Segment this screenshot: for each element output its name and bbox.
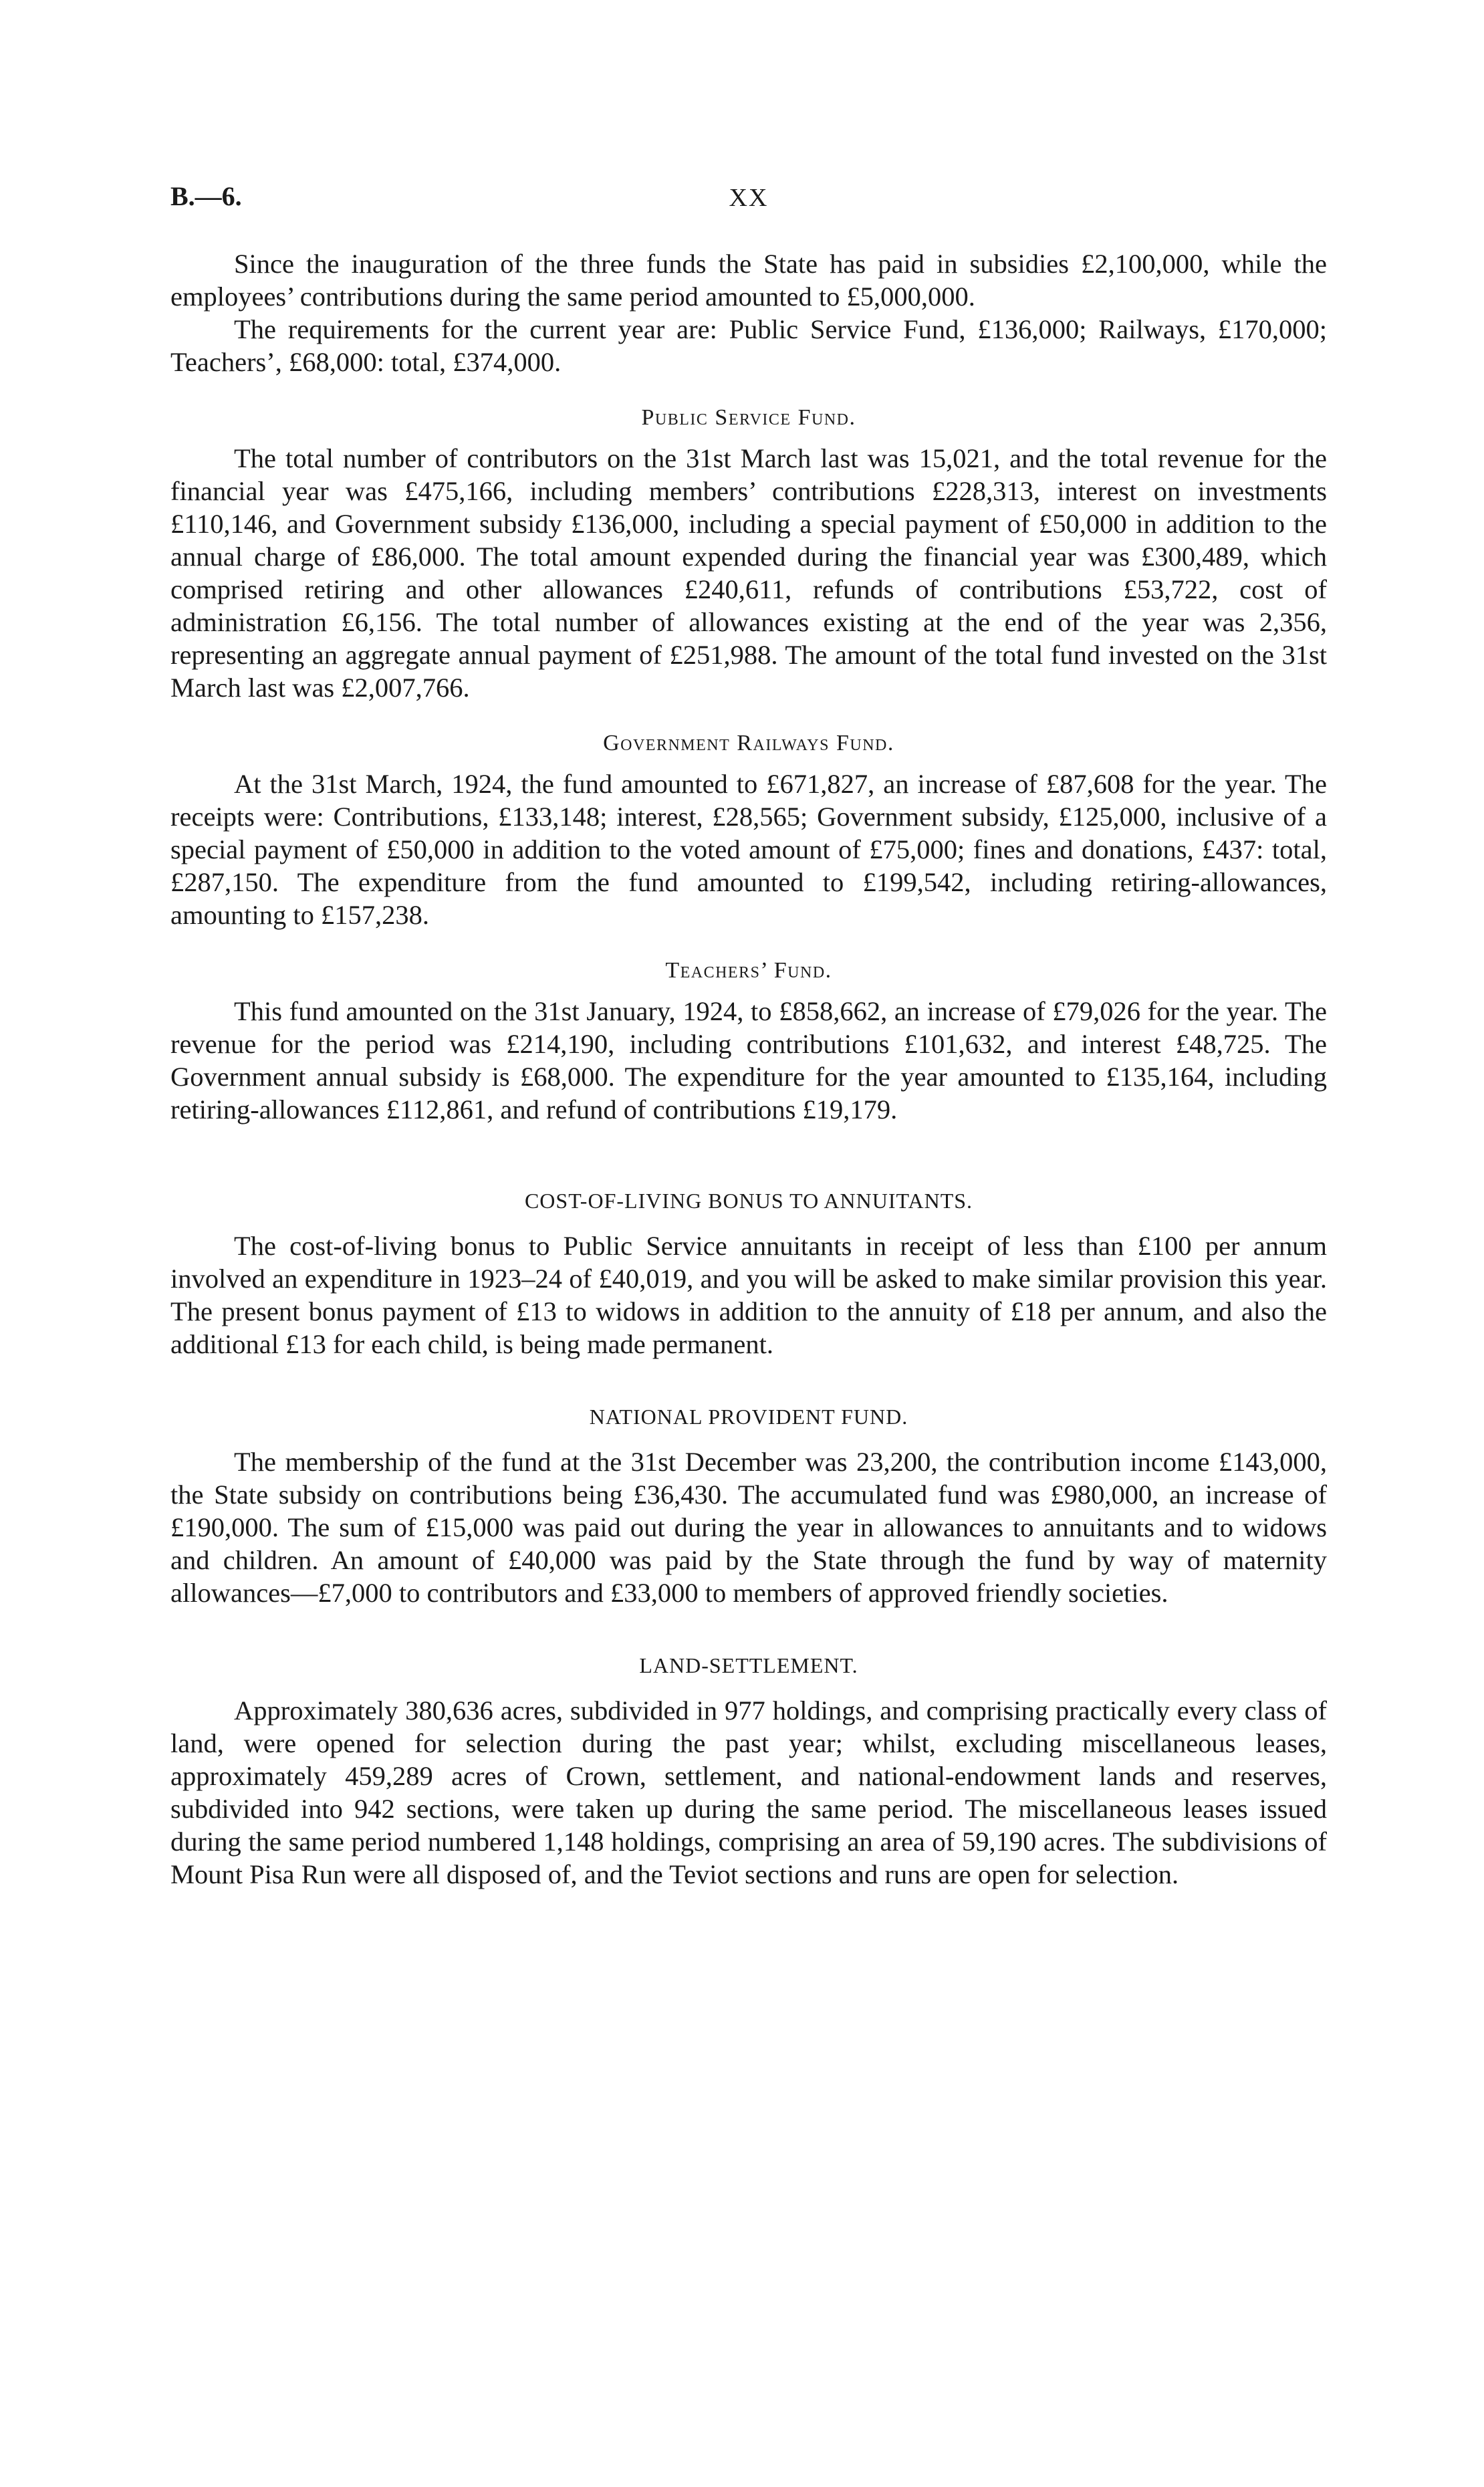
public-service-fund-heading: Public Service Fund. [641,405,856,430]
land-settlement-heading: LAND-SETTLEMENT. [639,1653,858,1677]
teachers-fund-paragraph: This fund amounted on the 31st January, 1924, to £858,662, an increase of £79,026 for the year. The revenue for the period was £214,190, including contributions £101,632, and interest £48,725. The Government annual subsidy is £68,000. The expenditure for the year amounted to £135,164, including retiring-allowances £112,861, and refund of contributions £19,179. [170,996,1327,1124]
cost-of-living-heading: COST-OF-LIVING BONUS TO ANNUITANTS. [524,1189,973,1213]
page-number: XX [729,184,769,212]
page-body [170,247,1327,1891]
teachers-fund-heading: Teachers’ Fund. [665,958,832,983]
national-provident-paragraph: The membership of the fund at the 31st December was 23,200, the contribution income £143,000, the State subsidy on contributions being £36,430. The accumulated fund was £980,000, an increase of £190,000. The sum of £15,000 was paid out during the year in allowances to annuitants and to widows and children. An amount of £40,000 was paid by the State through the fund by way of maternity allowances—£7,000 to contributors and £33,000 to members of approved friendly societies. [170,1447,1327,1608]
page-header [170,181,1327,221]
public-service-fund-paragraph: The total number of contributors on the 31st March last was 15,021, and the total revenue for the financial year was £475,166, including members’ contributions £228,313, interest on investments £110,146, and Government subsidy £136,000, including a special payment of £50,000 in addition to the annual charge of £86,000. The total amount expended during the financial year was £300,489, which comprised retiring and other allowances £240,611, refunds of contributions £53,722, cost of administration £6,156. The total number of allowances existing at the end of the year was 2,356, representing an aggregate annual payment of £251,988. The amount of the total fund invested on the 31st March last was £2,007,766. [170,443,1327,703]
intro-paragraph-requirements: The requirements for the current year are: Public Service Fund, £136,000; Railways, £170,000; Teachers’, £68,000: total, £374,000. [170,314,1327,377]
cost-of-living-paragraph: The cost-of-living bonus to Public Service annuitants in receipt of less than £100 per annum involved an expenditure in 1923–24 of £40,019, and you will be asked to make similar provision this year. The present bonus payment of £13 to widows in addition to the annuity of £18 per annum, and also the additional £13 for each child, is being made permanent. [170,1231,1327,1359]
railways-fund-paragraph: At the 31st March, 1924, the fund amounted to £671,827, an increase of £87,608 for the year. The receipts were: Contributions, £133,148; interest, £28,565; Government subsidy, £125,000, inclusive of a special payment of £50,000 in addition to the voted amount of £75,000; fines and donations, £437: total, £287,150. The expenditure from the fund amounted to £199,542, including retiring-allowances, amounting to £157,238. [170,769,1327,930]
document-reference: B.—6. [170,181,242,211]
national-provident-heading: NATIONAL PROVIDENT FUND. [589,1405,908,1429]
land-settlement-paragraph: Approximately 380,636 acres, subdivided in 977 holdings, and comprising practically every class of land, were opened for selection during the past year; whilst, excluding miscellaneous leases, approximately 459,289 acres of Crown, settlement, and national-endowment lands and reserves, subdivided into 942 sections, were taken up during the same period. The miscellaneous leases issued during the same period numbered 1,148 holdings, comprising an area of 59,190 acres. The subdivisions of Mount Pisa Run were all disposed of, and the Teviot sections and runs are open for selection. [170,1695,1327,1889]
intro-paragraph-subsidies: Since the inauguration of the three funds the State has paid in subsidies £2,100,000, while the employees’ contributions during the same period amounted to £5,000,000. [170,249,1327,312]
railways-fund-heading: Government Railways Fund. [603,731,894,755]
